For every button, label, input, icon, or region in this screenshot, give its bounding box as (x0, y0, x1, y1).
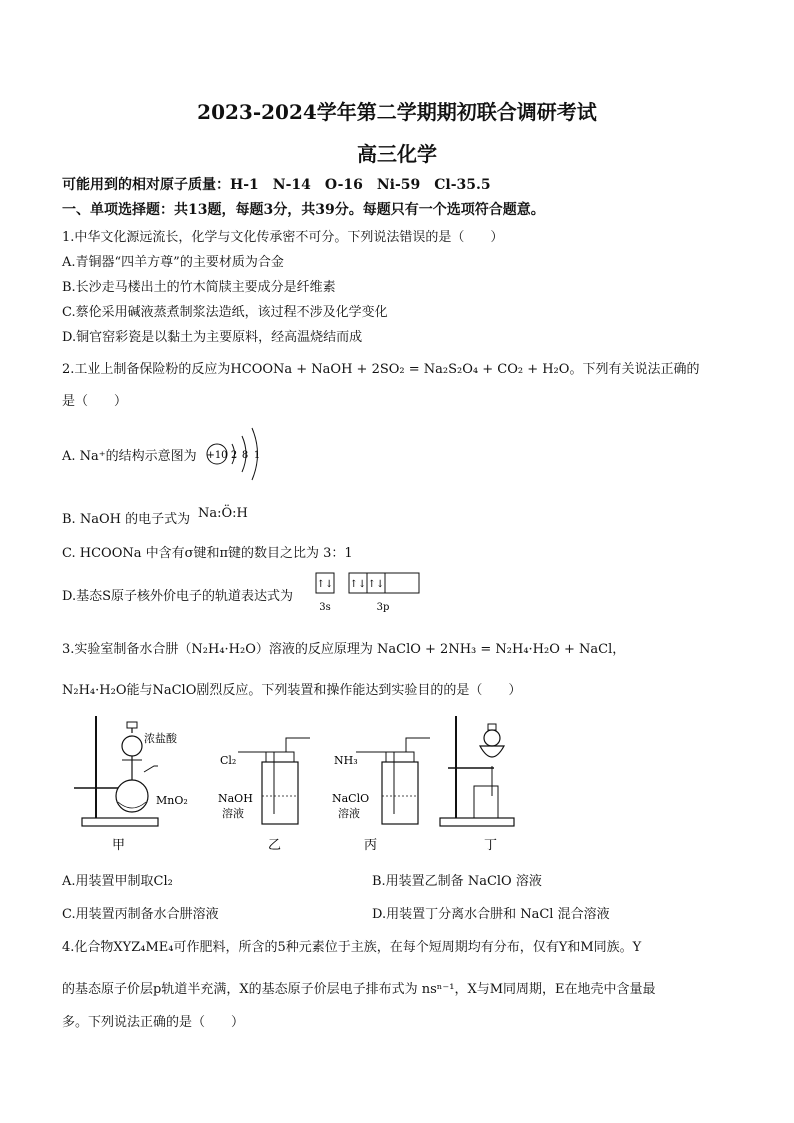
q1-option-c: C.蔡伦采用碱液蒸煮制浆法造纸，该过程不涉及化学变化 (62, 305, 388, 320)
q3-option-d: D.用装置丁分离水合肼和 NaCl 混合溶液 (372, 907, 610, 922)
bing-gas: NH₃ (334, 754, 358, 767)
q4-line1: 4.化合物XYZ₄ME₄可作肥料，所含的5种元素位于主族，在每个短周期均有分布，仅有Y和M同族。Y (62, 940, 642, 955)
yi-gas: Cl₂ (220, 754, 237, 767)
yi-solution-1: NaOH (218, 792, 253, 805)
q4-line3: 多。下列说法正确的是（ ） (62, 1015, 245, 1030)
q2-option-d: D.基态S原子核外价电子的轨道表达式为 (62, 589, 293, 604)
q1-option-d: D.铜官窑彩瓷是以黏土为主要原料，经高温烧结而成 (62, 330, 363, 345)
yi-label: 乙 (268, 838, 282, 853)
bing-solution-1: NaClO (332, 792, 370, 805)
q2-equation: HCOONa + NaOH + 2SO₂ = Na₂S₂O₄ + CO₂ + H₂O (230, 362, 570, 377)
q1-option-a: A.青铜器“四羊方尊”的主要材质为合金 (62, 255, 284, 270)
jia-reagent2: MnO₂ (156, 794, 188, 807)
yi-solution-2: 溶液 (222, 807, 244, 820)
orbital-3p-1: ↑↓ (349, 579, 367, 590)
bing-solution-2: 溶液 (338, 807, 360, 820)
bing-label: 丙 (364, 838, 378, 853)
jia-reagent1: 浓盐酸 (144, 732, 177, 745)
q2-stem-a: 2.工业上制备保险粉的反应为 (62, 362, 231, 377)
apparatus-figure (60, 706, 530, 856)
apparatus-ding (440, 716, 514, 853)
q2-stem-c: 是（ ） (62, 394, 128, 409)
nucleus-charge: +10 (206, 450, 228, 461)
q4-line2: 的基态原子价层p轨道半充满，X的基态原子价层电子排布式为 nsⁿ⁻¹，X与M同周期，E在地壳中含量最 (62, 982, 656, 997)
q3-stem-a: 3.实验室制备水合肼（N₂H₄·H₂O）溶液的反应原理为 NaClO + 2NH₃ = N₂H₄·H₂O + NaCl， (62, 642, 626, 657)
q2-stem-b: 。下列有关说法正确的 (569, 362, 700, 377)
q2-option-a: A. Na⁺的结构示意图为 (62, 449, 197, 464)
q3-stem-b: N₂H₄·H₂O能与NaClO剧烈反应。下列装置和操作能达到实验目的的是（ ） (62, 683, 522, 698)
orbital-diagram (313, 572, 425, 614)
q2-option-c: C. HCOONa 中含有σ键和π键的数目之比为 3：1 (62, 546, 353, 561)
shell-2-count: 8 (241, 450, 249, 461)
atomic-masses: 可能用到的相对原子质量：H-1 N-14 O-16 Ni-59 Cl-35.5 (62, 177, 491, 193)
exam-title: 2023-2024学年第二学期期初联合调研考试 (197, 100, 597, 124)
jia-label: 甲 (112, 838, 126, 853)
q3-option-a: A.用装置甲制取Cl₂ (62, 874, 173, 889)
apparatus-bing (332, 738, 430, 853)
ding-label: 丁 (484, 838, 498, 853)
na-ion-structure-diagram (204, 424, 274, 484)
label-3s: 3s (319, 602, 331, 613)
q1-option-b: B.长沙走马楼出土的竹木简牍主要成分是纤维素 (62, 280, 336, 295)
label-3p: 3p (376, 602, 390, 613)
q2-stem (62, 358, 699, 377)
shell-1-count: 2 (230, 450, 238, 461)
apparatus-jia (74, 716, 188, 853)
subject-title: 高三化学 (357, 142, 437, 166)
q1-stem: 1.中华文化源远流长，化学与文化传承密不可分。下列说法错误的是（ ） (62, 230, 504, 245)
q3-option-c: C.用装置丙制备水合肼溶液 (62, 907, 219, 922)
orbital-3s: ↑↓ (316, 579, 334, 590)
section-heading: 一、单项选择题：共13题，每题3分，共39分。每题只有一个选项符合题意。 (62, 202, 545, 218)
q2-option-b: B. NaOH 的电子式为 (62, 512, 191, 527)
apparatus-yi (218, 738, 310, 853)
orbital-3p-2: ↑↓ (367, 579, 385, 590)
q3-option-b: B.用装置乙制备 NaClO 溶液 (372, 874, 542, 889)
shell-3-count: 1 (253, 450, 261, 461)
naoh-electron-formula: Na:Ö:H (198, 506, 248, 521)
